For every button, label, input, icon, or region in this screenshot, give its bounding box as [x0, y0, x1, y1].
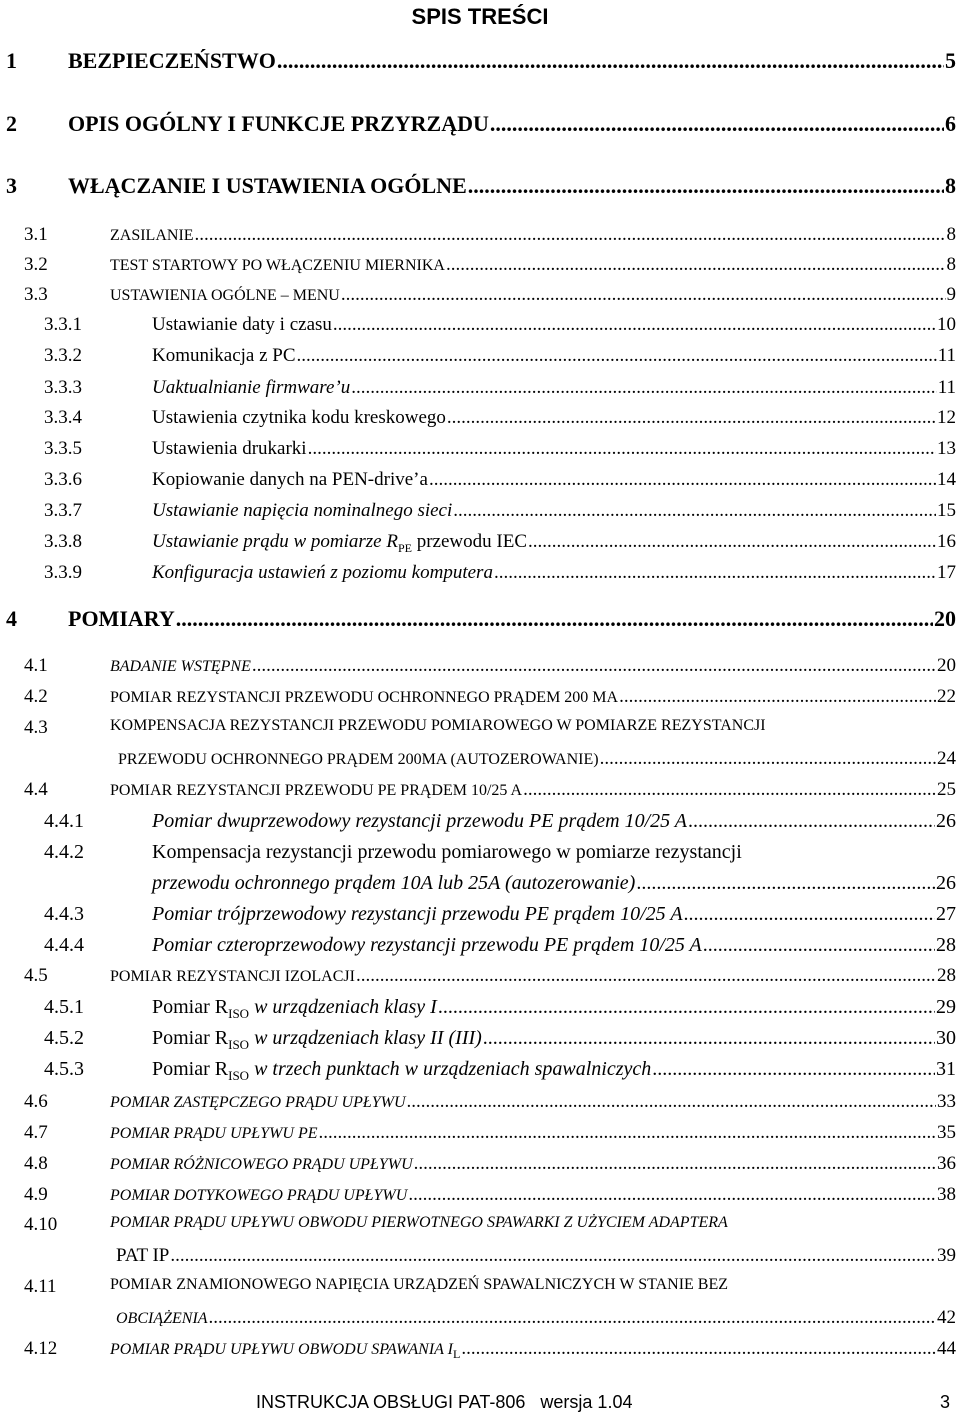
toc-entry-page: 38 — [937, 1184, 956, 1205]
toc-entry-page: 14 — [937, 469, 956, 490]
toc-entry-number: 3.3.2 — [44, 345, 82, 366]
toc-leader-dots — [195, 224, 946, 246]
toc-entry-number: 4.11 — [24, 1276, 57, 1297]
toc-entry-number: 4.2 — [24, 686, 48, 707]
toc-entry-page: 16 — [937, 531, 956, 552]
toc-entry-page: 35 — [937, 1122, 956, 1143]
toc-leader-dots — [684, 903, 935, 926]
toc-entry-page: 42 — [937, 1307, 956, 1328]
toc-entry-4-9[interactable] — [0, 1184, 960, 1212]
toc-entry-page: 28 — [936, 934, 956, 956]
toc-entry-page: 44 — [937, 1338, 956, 1359]
toc-entry-page: 10 — [937, 314, 956, 335]
toc-entry-number: 4.4.2 — [44, 841, 84, 863]
toc-entry-title: POMIAR ZASTĘPCZEGO PRĄDU UPŁYWU — [110, 1094, 406, 1111]
toc-entry-number: 3.3.4 — [44, 407, 82, 428]
toc-entry-page: 20 — [934, 606, 956, 631]
toc-leader-dots — [170, 1245, 936, 1267]
toc-entry-title: OPIS OGÓLNY I FUNKCJE PRZYRZĄDU — [68, 111, 489, 136]
toc-leader-dots — [523, 779, 936, 801]
toc-entry-3-2[interactable] — [0, 254, 960, 282]
toc-entry-title: ZASILANIE — [110, 227, 194, 244]
toc-entry-number: 4.1 — [24, 655, 48, 676]
toc-entry-number: 1 — [6, 48, 17, 73]
toc-leader-dots — [447, 407, 936, 429]
toc-entry-title: TEST STARTOWY PO WŁĄCZENIU MIERNIKA — [110, 257, 445, 274]
toc-entry-number: 4.3 — [24, 717, 48, 738]
toc-entry-page: 27 — [936, 903, 956, 925]
toc-entry-title: Konfiguracja ustawień z poziomu komputera — [152, 562, 493, 583]
toc-entry-number: 4.9 — [24, 1184, 48, 1205]
toc-entry-title: POMIAR RÓŻNICOWEGO PRĄDU UPŁYWU — [110, 1156, 413, 1173]
toc-entry-3-3-2[interactable] — [0, 345, 960, 373]
toc-entry-page: 8 — [946, 254, 956, 275]
toc-entry-number: 3.3.1 — [44, 314, 82, 335]
toc-leader-dots — [308, 438, 936, 460]
toc-entry-number: 3.3.8 — [44, 531, 82, 552]
toc-leader-dots — [407, 1091, 936, 1113]
toc-entry-number: 3.3.9 — [44, 562, 82, 583]
toc-leader-dots — [703, 934, 935, 957]
toc-entry-title: POMIAR DOTYKOWEGO PRĄDU UPŁYWU — [110, 1187, 408, 1204]
toc-entry-page: 8 — [946, 224, 956, 245]
toc-entry-page: 6 — [945, 111, 956, 136]
toc-entry-4-4-2-cont[interactable] — [0, 872, 960, 900]
toc-entry-number: 3.3.3 — [44, 377, 82, 398]
toc-entry-page: 13 — [937, 438, 956, 459]
toc-entry-title: USTAWIENIA OGÓLNE – MENU — [110, 287, 340, 304]
toc-entry-3[interactable] — [0, 173, 960, 201]
toc-entry-title: Pomiar $R_{ISO}$ w urządzeniach klasy I — [152, 996, 437, 1021]
toc-entry-title: POMIAR PRĄDU UPŁYWU OBWODU SPAWANIA $I_L$ — [110, 1341, 461, 1362]
toc-entry-title: POMIAR REZYSTANCJI PRZEWODU PE PRĄDEM 10/25 A — [110, 782, 523, 799]
toc-entry-page: 20 — [937, 655, 956, 676]
toc-leader-dots — [528, 531, 936, 553]
toc-leader-dots — [297, 345, 937, 367]
toc-entry-4-4-3[interactable] — [0, 903, 960, 931]
toc-entry-title: Uaktualnianie firmware’u — [152, 377, 351, 398]
toc-entry-title-line1: POMIAR PRĄDU UPŁYWU OBWODU PIERWOTNEGO SPAWARKI Z UŻYCIEM ADAPTERA — [110, 1214, 728, 1231]
toc-entry-number: 4.4 — [24, 779, 48, 800]
toc-entry-1[interactable] — [0, 48, 960, 76]
toc-entry-page: 33 — [937, 1091, 956, 1112]
toc-entry-4[interactable] — [0, 606, 960, 634]
toc-leader-dots — [453, 500, 936, 522]
toc-entry-page: 30 — [936, 1027, 956, 1049]
toc-entry-number: 4.5.1 — [44, 996, 84, 1018]
toc-entry-4-4-1[interactable] — [0, 810, 960, 838]
toc-leader-dots — [438, 996, 935, 1019]
toc-leader-dots — [688, 810, 935, 833]
toc-entry-title: Pomiar $R_{ISO}$ w urządzeniach klasy II (III) — [152, 1027, 482, 1052]
toc-leader-dots — [351, 377, 936, 399]
toc-entry-title: przewodu ochronnego prądem 10A lub 25A (autozerowanie) — [152, 872, 636, 894]
toc-entry-4-4[interactable] — [0, 779, 960, 807]
toc-entry-4-6[interactable] — [0, 1091, 960, 1119]
toc-entry-3-3[interactable] — [0, 284, 960, 312]
toc-entry-number: 2 — [6, 111, 17, 136]
toc-entry-4-10-cont[interactable] — [0, 1245, 960, 1273]
toc-leader-dots — [429, 469, 936, 491]
toc-entry-number: 4.4.4 — [44, 934, 84, 956]
toc-leader-dots — [356, 965, 936, 987]
toc-entry-number: 4 — [6, 606, 17, 631]
toc-entry-number: 3.2 — [24, 254, 48, 275]
toc-entry-4-5[interactable] — [0, 965, 960, 993]
toc-entry-title: Ustawianie daty i czasu — [152, 314, 332, 335]
toc-entry-4-4-4[interactable] — [0, 934, 960, 962]
toc-entry-title: Kopiowanie danych na PEN-drive’a — [152, 469, 428, 490]
toc-entry-title: Ustawienia czytnika kodu kreskowego — [152, 407, 446, 428]
toc-entry-4-12[interactable] — [0, 1338, 960, 1366]
toc-entry-title: Pomiar czteroprzewodowy rezystancji przewodu PE prądem 10/25 A — [152, 934, 702, 956]
toc-entry-title: POMIAR REZYSTANCJI IZOLACJI — [110, 968, 355, 985]
toc-entry-3-1[interactable] — [0, 224, 960, 252]
toc-entry-page: 11 — [937, 377, 956, 398]
toc-entry-4-3-cont[interactable] — [0, 748, 960, 776]
toc-entry-page: 5 — [945, 48, 956, 73]
toc-entry-title: POMIAR PRĄDU UPŁYWU PE — [110, 1125, 318, 1142]
toc-entry-number: 3.3.7 — [44, 500, 82, 521]
toc-leader-dots — [446, 254, 946, 276]
toc-entry-number: 4.8 — [24, 1153, 48, 1174]
toc-leader-dots — [619, 686, 936, 708]
toc-leader-dots — [636, 872, 935, 895]
toc-entry-3-3-5[interactable] — [0, 438, 960, 466]
toc-leader-dots — [341, 284, 946, 306]
toc-entry-title: Komunikacja z PC — [152, 345, 296, 366]
toc-entry-page: 26 — [936, 872, 956, 894]
footer-page-number: 3 — [940, 1392, 951, 1412]
toc-entry-title-line1: POMIAR ZNAMIONOWEGO NAPIĘCIA URZĄDZEŃ SPAWALNICZYCH W STANIE BEZ — [110, 1276, 729, 1293]
toc-entry-title: OBCIĄŻENIA — [116, 1310, 208, 1327]
toc-entry-page: 22 — [937, 686, 956, 707]
toc-entry-4-5-3[interactable] — [0, 1058, 960, 1086]
toc-entry-number: 3.3 — [24, 284, 48, 305]
toc-entry-page: 12 — [937, 407, 956, 428]
toc-entry-page: 29 — [936, 996, 956, 1018]
toc-entry-title: Pomiar trójprzewodowy rezystancji przewodu PE prądem 10/25 A — [152, 903, 683, 925]
toc-entry-number: 4.4.1 — [44, 810, 84, 832]
toc-entry-number: 4.12 — [24, 1338, 58, 1359]
page-footer — [256, 1392, 951, 1413]
toc-leader-dots — [468, 173, 944, 199]
toc-entry-title: Ustawianie prądu w pomiarze $R_{PE}$ przewodu IEC — [152, 531, 528, 555]
toc-entry-page: 31 — [936, 1058, 956, 1080]
toc-entry-4-5-2[interactable] — [0, 1027, 960, 1055]
toc-entry-4-3[interactable] — [0, 717, 960, 745]
toc-entry-number: 4.10 — [24, 1214, 58, 1235]
footer-title: INSTRUKCJA OBSŁUGI PAT-806 wersja 1.04 — [256, 1392, 633, 1412]
toc-leader-dots — [490, 111, 944, 137]
toc-entry-number: 3.3.6 — [44, 469, 82, 490]
toc-entry-number: 4.4.3 — [44, 903, 84, 925]
toc-entry-4-11-cont[interactable] — [0, 1307, 960, 1335]
page-title: SPIS TREŚCI — [411, 4, 549, 29]
toc-entry-title: BEZPIECZEŃSTWO — [68, 48, 276, 73]
toc-entry-page: 9 — [946, 284, 956, 305]
toc-entry-3-3-9[interactable] — [0, 562, 960, 590]
toc-entry-page: 39 — [937, 1245, 956, 1266]
toc-entry-title-line1: Kompensacja rezystancji przewodu pomiarowego w pomiarze rezystancji — [152, 841, 742, 863]
toc-leader-dots — [333, 314, 936, 336]
toc-entry-title-line1: KOMPENSACJA REZYSTANCJI PRZEWODU POMIAROWEGO W POMIARZE REZYSTANCJI — [110, 717, 766, 734]
toc-entry-number: 4.5 — [24, 965, 48, 986]
toc-entry-4-11[interactable] — [0, 1276, 960, 1304]
toc-entry-title: Ustawianie napięcia nominalnego sieci — [152, 500, 453, 521]
toc-entry-page: 36 — [937, 1153, 956, 1174]
toc-entry-3-3-1[interactable] — [0, 314, 960, 342]
toc-entry-title: Pomiar dwuprzewodowy rezystancji przewodu PE prądem 10/25 A — [152, 810, 687, 832]
toc-leader-dots — [277, 48, 944, 74]
toc-entry-4-10[interactable] — [0, 1214, 960, 1242]
toc-entry-title: POMIARY — [68, 606, 175, 631]
toc-leader-dots — [652, 1058, 935, 1081]
toc-leader-dots — [600, 748, 936, 770]
toc-entry-title: PAT IP — [116, 1245, 170, 1266]
toc-entry-title: PRZEWODU OCHRONNEGO PRĄDEM 200MA (AUTOZEROWANIE) — [118, 751, 599, 768]
toc-entry-4-2[interactable] — [0, 686, 960, 714]
toc-entry-4-1[interactable] — [0, 655, 960, 683]
toc-entry-3-3-4[interactable] — [0, 407, 960, 435]
toc-entry-page: 11 — [937, 345, 956, 366]
toc-entry-4-5-1[interactable] — [0, 996, 960, 1024]
toc-entry-number: 4.7 — [24, 1122, 48, 1143]
toc-entry-number: 3 — [6, 173, 17, 198]
toc-entry-page: 15 — [937, 500, 956, 521]
toc-entry-2[interactable] — [0, 111, 960, 139]
toc-leader-dots — [408, 1184, 936, 1206]
toc-entry-3-3-8[interactable] — [0, 531, 960, 559]
toc-leader-dots — [252, 655, 936, 677]
toc-entry-number: 4.5.3 — [44, 1058, 84, 1080]
toc-entry-3-3-7[interactable] — [0, 500, 960, 528]
toc-entry-number: 3.3.5 — [44, 438, 82, 459]
toc-entry-title: POMIAR REZYSTANCJI PRZEWODU OCHRONNEGO PRĄDEM 200 MA — [110, 689, 619, 706]
toc-entry-title: Ustawienia drukarki — [152, 438, 307, 459]
toc-leader-dots — [319, 1122, 936, 1144]
toc-entry-page: 24 — [937, 748, 956, 769]
toc-entry-3-3-6[interactable] — [0, 469, 960, 497]
toc-leader-dots — [461, 1338, 936, 1360]
toc-entry-number: 4.6 — [24, 1091, 48, 1112]
toc-leader-dots — [414, 1153, 936, 1175]
toc-entry-number: 3.1 — [24, 224, 48, 245]
toc-entry-3-3-3[interactable] — [0, 377, 960, 405]
toc-entry-page: 26 — [936, 810, 956, 832]
toc-leader-dots — [176, 606, 933, 632]
toc-entry-number: 4.5.2 — [44, 1027, 84, 1049]
toc-entry-4-7[interactable] — [0, 1122, 960, 1150]
toc-entry-4-4-2[interactable] — [0, 841, 960, 869]
toc-entry-title: BADANIE WSTĘPNE — [110, 658, 251, 675]
toc-entry-page: 28 — [937, 965, 956, 986]
toc-entry-page: 25 — [937, 779, 956, 800]
toc-entry-4-8[interactable] — [0, 1153, 960, 1181]
toc-leader-dots — [494, 562, 936, 584]
toc-entry-title: Pomiar $R_{ISO}$ w trzech punktach w urządzeniach spawalniczych — [152, 1058, 652, 1083]
toc-entry-page: 8 — [945, 173, 956, 198]
toc-entry-page: 17 — [937, 562, 956, 583]
toc-leader-dots — [209, 1307, 936, 1329]
toc-leader-dots — [483, 1027, 935, 1050]
toc-entry-title: WŁĄCZANIE I USTAWIENIA OGÓLNE — [68, 173, 467, 198]
